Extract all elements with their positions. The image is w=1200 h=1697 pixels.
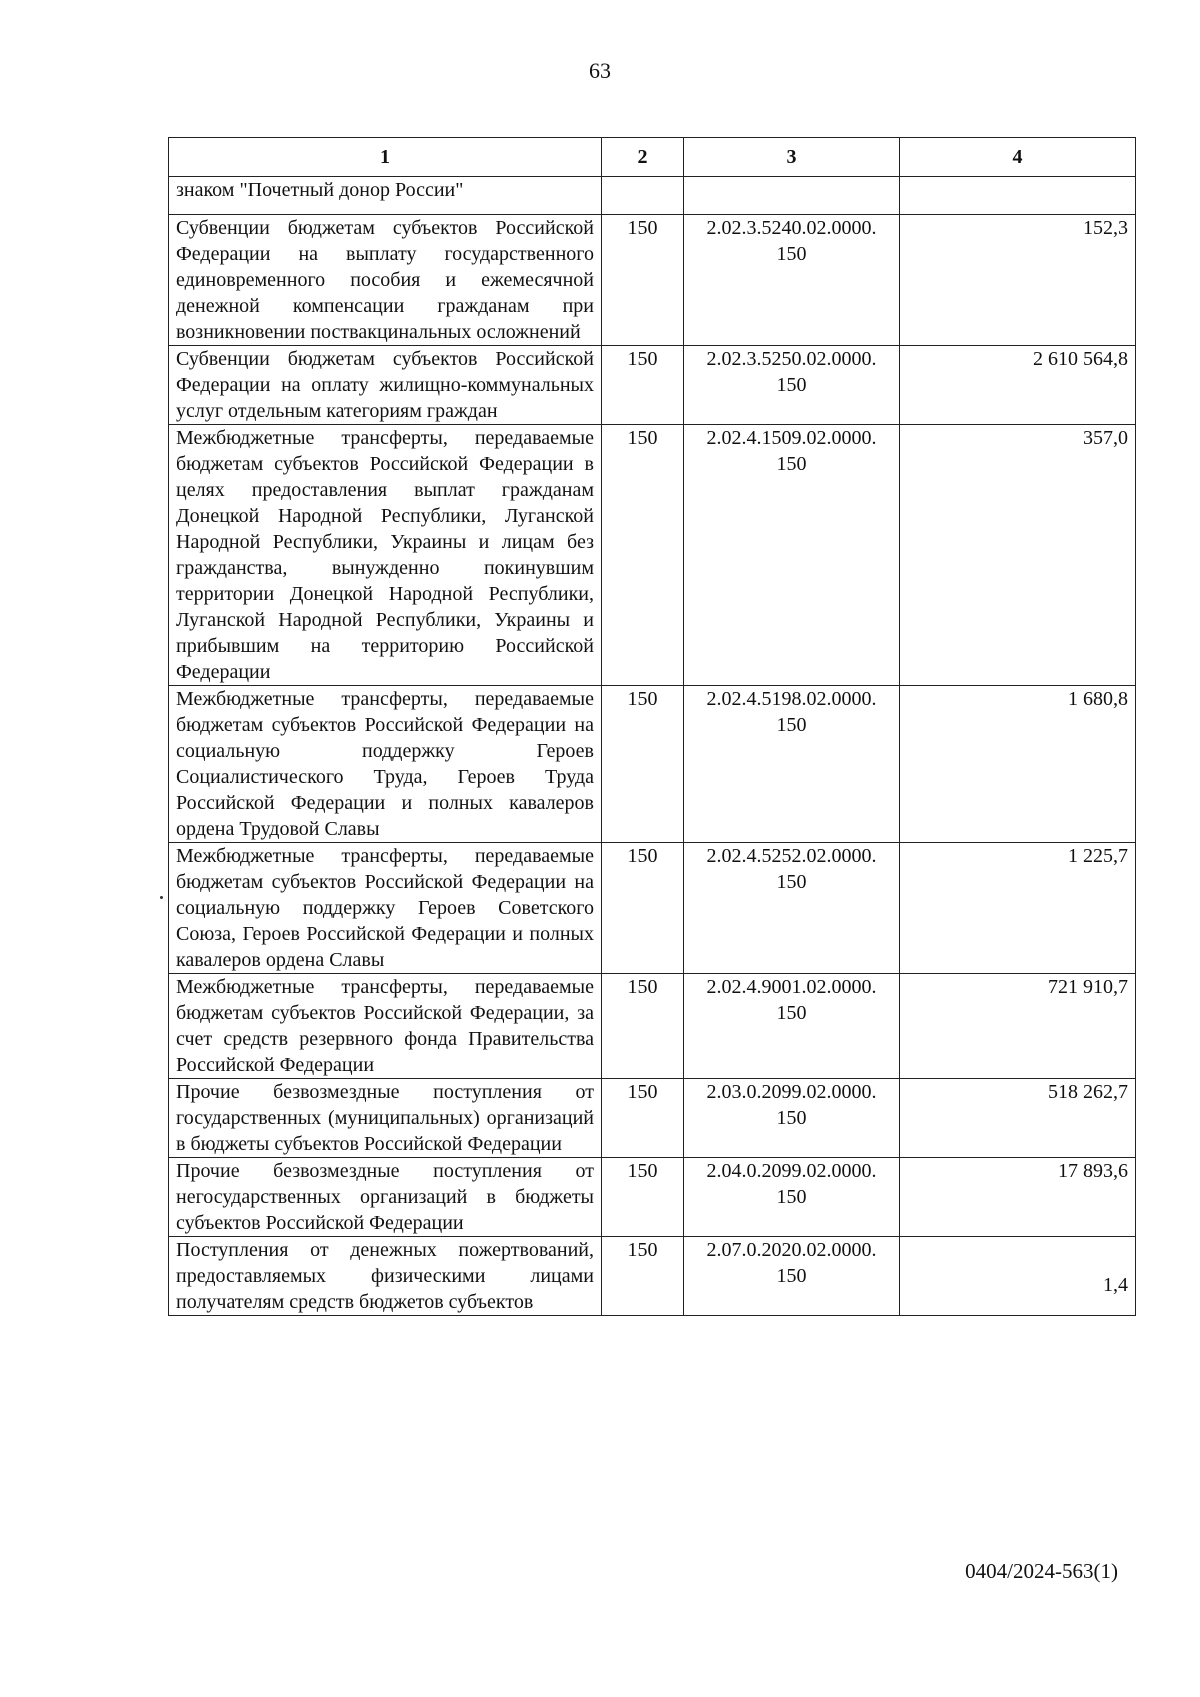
- table-header-row: [169, 138, 1136, 177]
- row-amount: 518 262,7: [900, 1079, 1136, 1158]
- row-admin-code: 150: [602, 215, 684, 346]
- row-amount: 2 610 564,8: [900, 346, 1136, 425]
- row-description: Межбюджетные трансферты, передаваемые бюджетам субъектов Российской Федерации на социальную поддержку Героев Социалистического Труда, Героев Труда Российской Федерации и полных кавалеров ордена Трудовой Славы: [169, 686, 602, 843]
- row-admin-code: [602, 177, 684, 215]
- header-col-3: 3: [684, 138, 900, 177]
- table-row: [169, 1079, 1136, 1158]
- row-description: Прочие безвозмездные поступления от негосударственных организаций в бюджеты субъектов Российской Федерации: [169, 1158, 602, 1237]
- page-number: 63: [589, 58, 611, 83]
- row-amount: 721 910,7: [900, 974, 1136, 1079]
- table-row: [169, 686, 1136, 843]
- row-description: Поступления от денежных пожертвований, предоставляемых физическими лицами получателям средств бюджетов субъектов: [169, 1237, 602, 1316]
- row-admin-code: 150: [602, 425, 684, 686]
- row-kbk-code: 2.02.4.9001.02.0000. 150: [684, 974, 900, 1079]
- row-description: Межбюджетные трансферты, передаваемые бюджетам субъектов Российской Федерации в целях предоставления выплат гражданам Донецкой Народной Республики, Луганской Народной Республики, Украины и лицам без гражданства, вынужденно покинувшим территории Донецкой Народной Республики, Луганской Народной Республики, Украины и прибывшим на территорию Российской Федерации: [169, 425, 602, 686]
- row-kbk-code: 2.02.3.5240.02.0000. 150: [684, 215, 900, 346]
- row-kbk-code: 2.02.4.5252.02.0000. 150: [684, 843, 900, 974]
- row-kbk-code: 2.02.4.1509.02.0000. 150: [684, 425, 900, 686]
- row-amount: 152,3: [900, 215, 1136, 346]
- row-amount: 1 225,7: [900, 843, 1136, 974]
- table-row: [169, 425, 1136, 686]
- row-admin-code: 150: [602, 1079, 684, 1158]
- row-admin-code: 150: [602, 1158, 684, 1237]
- row-amount: 1 680,8: [900, 686, 1136, 843]
- table-row: [169, 1237, 1136, 1316]
- row-kbk-code: [684, 177, 900, 215]
- row-amount: 1,4: [900, 1237, 1136, 1316]
- header-col-2: 2: [602, 138, 684, 177]
- row-admin-code: 150: [602, 1237, 684, 1316]
- row-admin-code: 150: [602, 843, 684, 974]
- document-number: 0404/2024-563(1): [965, 1559, 1118, 1583]
- table-row: [169, 974, 1136, 1079]
- row-amount: 357,0: [900, 425, 1136, 686]
- table-row: [169, 346, 1136, 425]
- row-admin-code: 150: [602, 346, 684, 425]
- row-kbk-code: 2.02.4.5198.02.0000. 150: [684, 686, 900, 843]
- row-description: Субвенции бюджетам субъектов Российской Федерации на оплату жилищно-коммунальных услуг отдельным категориям граждан: [169, 346, 602, 425]
- row-amount: [900, 177, 1136, 215]
- header-col-1: 1: [169, 138, 602, 177]
- row-admin-code: 150: [602, 974, 684, 1079]
- table-row: [169, 215, 1136, 346]
- row-kbk-code: 2.03.0.2099.02.0000. 150: [684, 1079, 900, 1158]
- table-row: [169, 177, 1136, 215]
- header-col-4: 4: [900, 138, 1136, 177]
- row-kbk-code: 2.02.3.5250.02.0000. 150: [684, 346, 900, 425]
- row-description: знаком "Почетный донор России": [169, 177, 602, 215]
- budget-table: [168, 137, 1136, 1316]
- row-description: Прочие безвозмездные поступления от государственных (муниципальных) организаций в бюджеты субъектов Российской Федерации: [169, 1079, 602, 1158]
- row-description: Межбюджетные трансферты, передаваемые бюджетам субъектов Российской Федерации, за счет средств резервного фонда Правительства Российской Федерации: [169, 974, 602, 1079]
- row-admin-code: 150: [602, 686, 684, 843]
- scan-speck: [160, 896, 163, 899]
- row-description: Субвенции бюджетам субъектов Российской Федерации на выплату государственного единовременного пособия и ежемесячной денежной компенсации гражданам при возникновении поствакцинальных осложнений: [169, 215, 602, 346]
- table-row: [169, 1158, 1136, 1237]
- row-kbk-code: 2.07.0.2020.02.0000. 150: [684, 1237, 900, 1316]
- table-row: [169, 843, 1136, 974]
- row-kbk-code: 2.04.0.2099.02.0000. 150: [684, 1158, 900, 1237]
- row-description: Межбюджетные трансферты, передаваемые бюджетам субъектов Российской Федерации на социальную поддержку Героев Советского Союза, Героев Российской Федерации и полных кавалеров ордена Славы: [169, 843, 602, 974]
- row-amount: 17 893,6: [900, 1158, 1136, 1237]
